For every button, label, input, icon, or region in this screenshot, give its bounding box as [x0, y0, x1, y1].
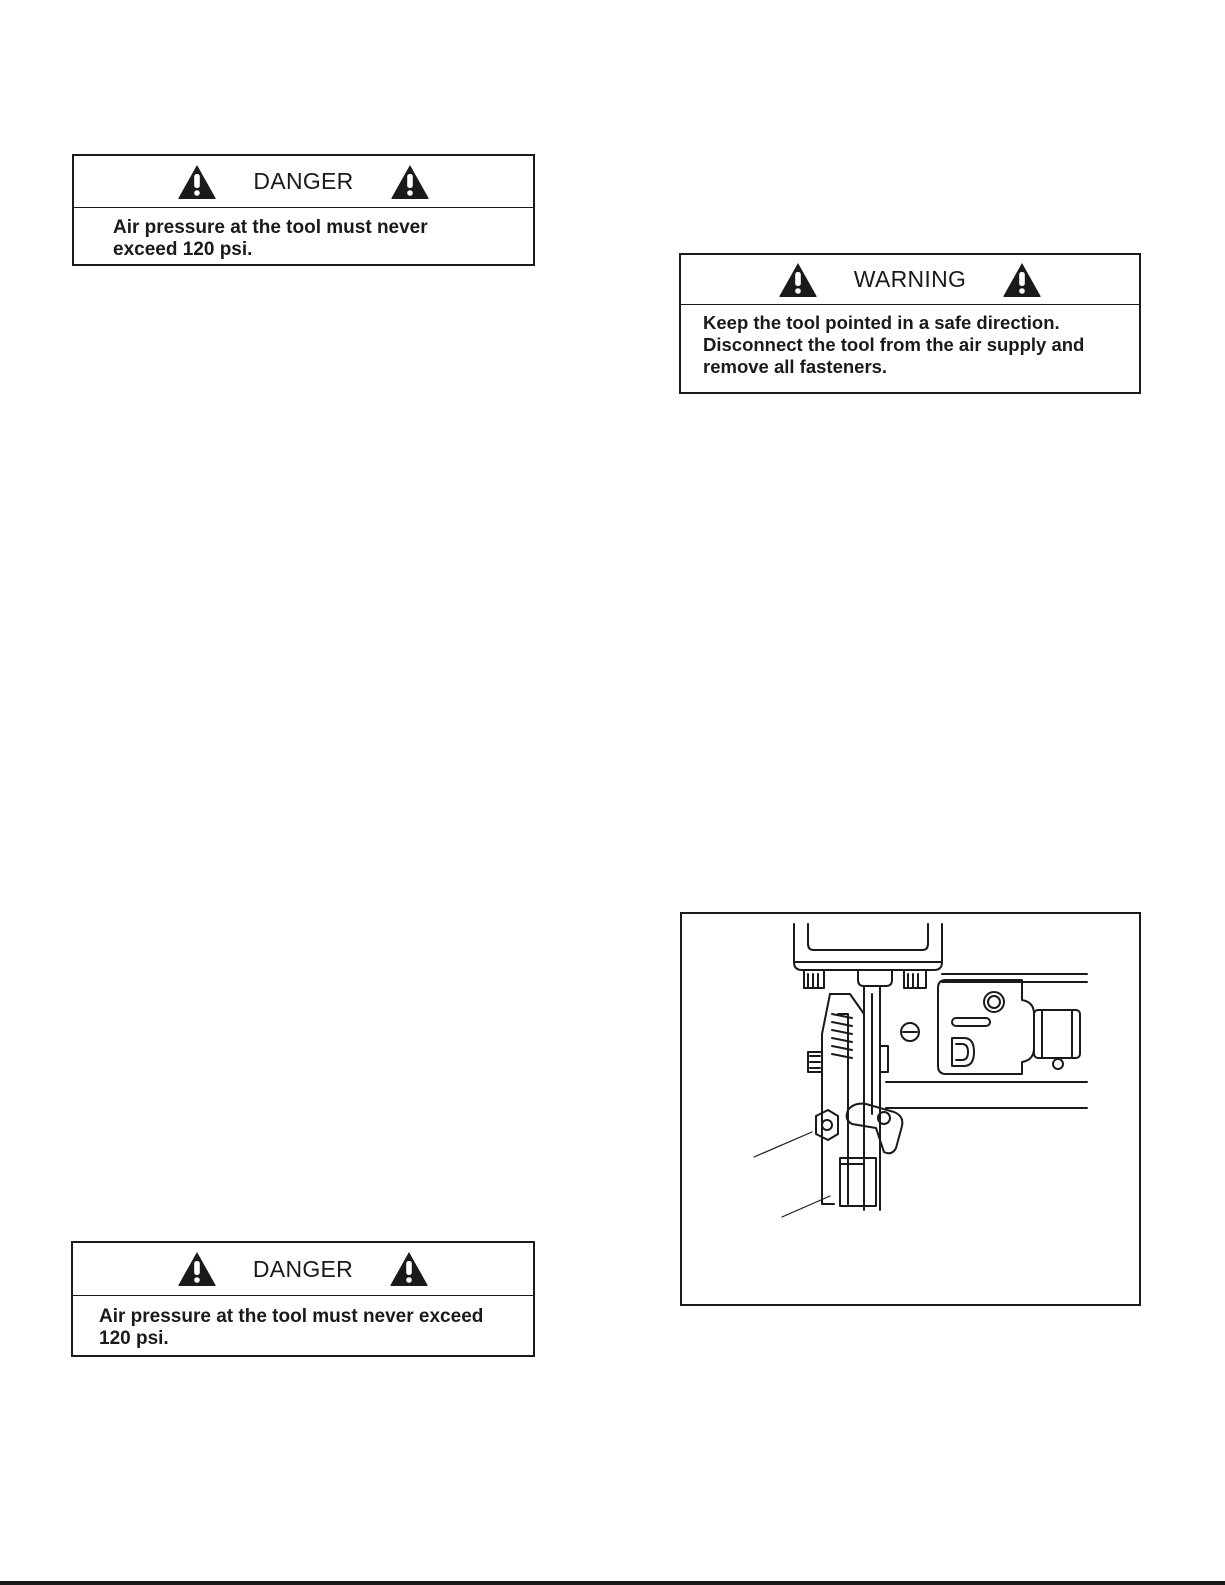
warning-triangle-icon — [389, 1251, 429, 1287]
warning-triangle-icon — [1002, 262, 1042, 298]
danger-text: Air pressure at the tool must never exceed 120 psi. — [99, 1306, 484, 1349]
warning-text — [681, 305, 1139, 378]
danger-notice-header — [74, 156, 533, 208]
warning-triangle-icon — [390, 164, 430, 200]
warning-notice-header — [681, 255, 1139, 305]
warning-line: Disconnect the tool from the air supply and — [703, 334, 1085, 355]
danger-heading: DANGER — [252, 1255, 354, 1282]
warning-triangle-icon — [177, 164, 217, 200]
warning-triangle-icon — [778, 262, 818, 298]
tool-nose-illustration — [680, 912, 1141, 1306]
tool-drawing — [682, 914, 1143, 1308]
danger-notice-bottom — [71, 1241, 535, 1357]
danger-heading: DANGER — [253, 168, 354, 194]
warning-line: Keep the tool pointed in a safe direction. — [703, 312, 1060, 333]
danger-notice-header — [73, 1243, 533, 1296]
warning-notice — [679, 253, 1141, 394]
danger-notice-top — [72, 154, 535, 266]
warning-line: remove all fasteners. — [703, 356, 888, 377]
page-bottom-rule — [0, 1581, 1225, 1585]
warning-triangle-icon — [177, 1251, 217, 1287]
danger-text: Air pressure at the tool must never exceed 120 psi. — [113, 217, 428, 260]
warning-heading: WARNING — [853, 266, 967, 292]
